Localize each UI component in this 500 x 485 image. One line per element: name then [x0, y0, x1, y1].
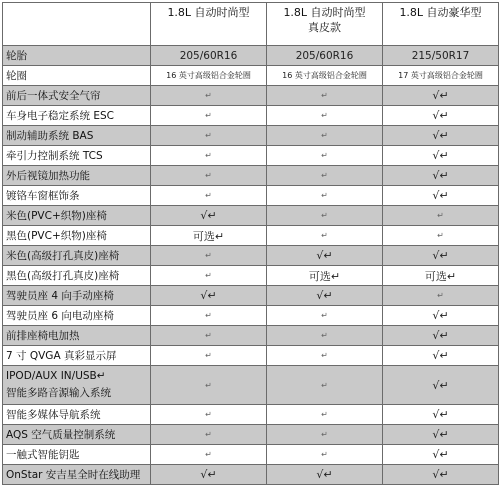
spec-row	[3, 366, 499, 405]
spec-value-cell: √↵	[383, 166, 499, 186]
spec-value-cell: ↵	[151, 366, 267, 405]
spec-row	[3, 106, 499, 126]
spec-value-cell: ↵	[267, 146, 383, 166]
spec-value-cell: √↵	[383, 86, 499, 106]
spec-row-label: 一触式智能钥匙	[3, 445, 151, 465]
spec-value-cell: ↵	[151, 425, 267, 445]
spec-row	[3, 46, 499, 66]
spec-row-label: 黑色(PVC+织物)座椅	[3, 226, 151, 246]
spec-row	[3, 425, 499, 445]
spec-value-cell: √↵	[383, 126, 499, 146]
spec-value-cell: 16 英寸高级铝合金轮圈	[267, 66, 383, 86]
spec-row-label: 镀铬车窗框饰条	[3, 186, 151, 206]
spec-row-label: IPOD/AUX IN/USB↵ 智能多路音源输入系统	[3, 366, 151, 405]
spec-value-cell: √↵	[267, 465, 383, 485]
spec-row-label: 7 寸 QVGA 真彩显示屏	[3, 346, 151, 366]
spec-row-label: 牵引力控制系统 TCS	[3, 146, 151, 166]
spec-row-label: 制动辅助系统 BAS	[3, 126, 151, 146]
spec-value-cell: ↵	[267, 126, 383, 146]
spec-value-cell: ↵	[151, 346, 267, 366]
spec-row-label: 轮胎	[3, 46, 151, 66]
spec-value-cell: √↵	[267, 246, 383, 266]
spec-value-cell: √↵	[383, 246, 499, 266]
header-model-1: 1.8L 自动时尚型	[151, 3, 267, 46]
spec-row	[3, 405, 499, 425]
spec-value-cell: ↵	[267, 166, 383, 186]
spec-value-cell: ↵	[151, 266, 267, 286]
spec-value-cell: ↵	[151, 306, 267, 326]
spec-value-cell: √↵	[383, 465, 499, 485]
spec-value-cell: ↵	[267, 326, 383, 346]
spec-value-cell: √↵	[151, 286, 267, 306]
spec-value-cell: 16 英寸高级铝合金轮圈	[151, 66, 267, 86]
spec-value-cell: √↵	[383, 366, 499, 405]
spec-value-cell: ↵	[151, 166, 267, 186]
spec-row	[3, 465, 499, 485]
header-row	[3, 3, 499, 46]
spec-row	[3, 346, 499, 366]
spec-value-cell: √↵	[383, 425, 499, 445]
spec-value-cell: ↵	[267, 106, 383, 126]
spec-value-cell: ↵	[383, 206, 499, 226]
spec-value-cell: 17 英寸高级铝合金轮圈	[383, 66, 499, 86]
spec-row	[3, 286, 499, 306]
spec-value-cell: √↵	[151, 465, 267, 485]
spec-row	[3, 246, 499, 266]
spec-value-cell: √↵	[383, 306, 499, 326]
spec-value-cell: ↵	[267, 206, 383, 226]
spec-row-label: OnStar 安吉星全时在线助理	[3, 465, 151, 485]
spec-row	[3, 66, 499, 86]
spec-row	[3, 326, 499, 346]
spec-value-cell: ↵	[151, 246, 267, 266]
spec-value-cell: √↵	[383, 106, 499, 126]
spec-value-cell: ↵	[267, 186, 383, 206]
spec-value-cell: 215/50R17	[383, 46, 499, 66]
spec-value-cell: ↵	[151, 186, 267, 206]
spec-value-cell: √↵	[383, 346, 499, 366]
spec-value-cell: √↵	[383, 445, 499, 465]
spec-value-cell: √↵	[383, 146, 499, 166]
spec-comparison-table	[2, 2, 499, 485]
header-model-2	[267, 3, 383, 46]
spec-value-cell: √↵	[267, 286, 383, 306]
spec-row-label: 轮圈	[3, 66, 151, 86]
spec-value-cell: √↵	[383, 405, 499, 425]
spec-value-cell: 205/60R16	[267, 46, 383, 66]
spec-value-cell: ↵	[151, 86, 267, 106]
spec-row	[3, 306, 499, 326]
spec-value-cell: ↵	[383, 286, 499, 306]
spec-row	[3, 126, 499, 146]
spec-row-label: 驾驶员座 4 向手动座椅	[3, 286, 151, 306]
spec-row-label: 外后视镜加热功能	[3, 166, 151, 186]
spec-row-label: 米色(高级打孔真皮)座椅	[3, 246, 151, 266]
spec-value-cell: ↵	[267, 306, 383, 326]
spec-table-body	[3, 46, 499, 485]
spec-row-label: 米色(PVC+织物)座椅	[3, 206, 151, 226]
spec-value-cell: 205/60R16	[151, 46, 267, 66]
spec-value-cell: ↵	[151, 326, 267, 346]
spec-value-cell: ↵	[267, 366, 383, 405]
spec-row	[3, 266, 499, 286]
spec-value-cell: √↵	[151, 206, 267, 226]
spec-value-cell: √↵	[383, 186, 499, 206]
spec-row-label: 驾驶员座 6 向电动座椅	[3, 306, 151, 326]
spec-value-cell: ↵	[267, 405, 383, 425]
spec-value-cell: 可选↵	[267, 266, 383, 286]
spec-row	[3, 146, 499, 166]
spec-value-cell: ↵	[267, 226, 383, 246]
spec-row-label: 黑色(高级打孔真皮)座椅	[3, 266, 151, 286]
spec-row	[3, 86, 499, 106]
header-model-2-text: 1.8L 自动时尚型 真皮款	[283, 6, 366, 34]
spec-value-cell: ↵	[151, 146, 267, 166]
spec-row	[3, 445, 499, 465]
spec-row-label: 前排座椅电加热	[3, 326, 151, 346]
spec-row	[3, 226, 499, 246]
spec-value-cell: 可选↵	[151, 226, 267, 246]
spec-row-label: 车身电子稳定系统 ESC	[3, 106, 151, 126]
spec-value-cell: ↵	[383, 226, 499, 246]
spec-row-label: 前后一体式安全气帘	[3, 86, 151, 106]
spec-row	[3, 206, 499, 226]
spec-value-cell: ↵	[267, 346, 383, 366]
spec-value-cell: 可选↵	[383, 266, 499, 286]
header-model-3: 1.8L 自动豪华型	[383, 3, 499, 46]
spec-value-cell: ↵	[151, 126, 267, 146]
spec-value-cell: ↵	[151, 405, 267, 425]
spec-value-cell: ↵	[151, 445, 267, 465]
spec-row-label: AQS 空气质量控制系统	[3, 425, 151, 445]
spec-value-cell: √↵	[383, 326, 499, 346]
spec-value-cell: ↵	[267, 445, 383, 465]
spec-row-label: 智能多媒体导航系统	[3, 405, 151, 425]
spec-value-cell: ↵	[151, 106, 267, 126]
spec-row	[3, 186, 499, 206]
header-corner-cell	[3, 3, 151, 46]
spec-value-cell: ↵	[267, 86, 383, 106]
spec-value-cell: ↵	[267, 425, 383, 445]
spec-row	[3, 166, 499, 186]
